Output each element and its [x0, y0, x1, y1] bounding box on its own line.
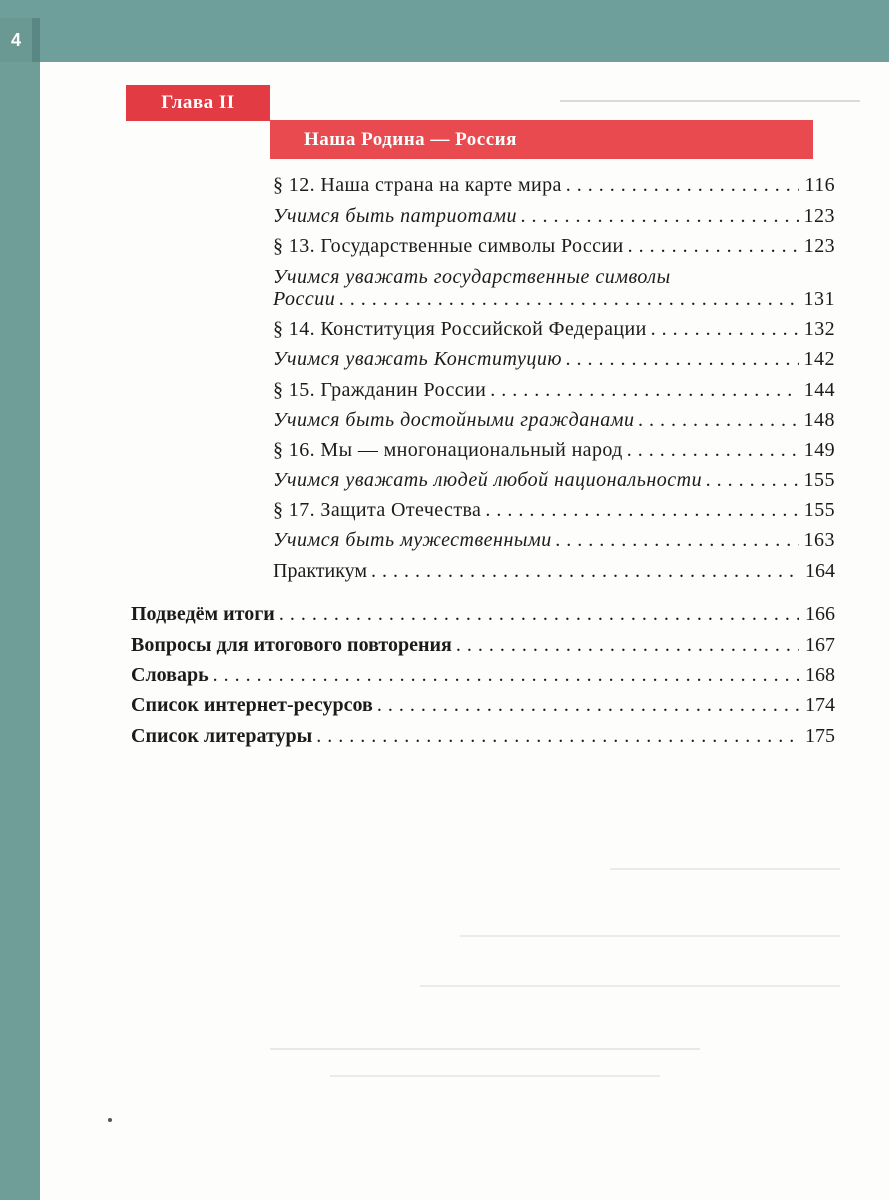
toc-entry-title: Вопросы для итогового повторения: [131, 634, 452, 656]
toc-entry[interactable]: [273, 318, 835, 341]
toc-entry[interactable]: [273, 469, 835, 492]
toc-entry-title: Список интернет-ресурсов: [131, 694, 373, 716]
toc-entry-page: 131: [803, 288, 835, 310]
toc-entry[interactable]: [273, 348, 835, 371]
toc-entry-title-line1: Учимся уважать государственные символы: [273, 266, 671, 288]
leader-dots: [456, 634, 799, 657]
toc-entry[interactable]: [131, 603, 835, 626]
toc-entry-title: § 14. Конституция Российской Федерации: [273, 318, 647, 340]
page-number: 4: [0, 18, 32, 62]
toc-entry[interactable]: [131, 725, 835, 748]
toc-entry-title: Учимся быть достойными гражданами: [273, 409, 635, 431]
leader-dots: [377, 694, 799, 717]
toc-entry-page: 123: [803, 205, 835, 227]
toc-entry-title: России: [273, 288, 336, 310]
toc-entry-title: § 15. Гражданин России: [273, 379, 487, 401]
toc-entry-page: 132: [803, 318, 835, 340]
leader-dots: [566, 348, 799, 371]
toc-entry-page: 163: [803, 529, 835, 551]
toc-entry-page: 123: [803, 235, 835, 257]
leader-dots: [706, 469, 799, 492]
show-through-line: [610, 868, 840, 870]
toc-entry-page: 148: [803, 409, 835, 431]
chapter-label: Глава II: [126, 85, 270, 121]
toc-entry-title: Словарь: [131, 664, 209, 686]
toc-entry[interactable]: [273, 409, 835, 432]
toc-entry-page: 174: [805, 694, 835, 716]
toc-entry[interactable]: [131, 664, 835, 687]
leader-dots: [651, 318, 799, 341]
toc-entry[interactable]: [273, 205, 835, 228]
leader-dots: [316, 725, 799, 748]
toc-entry[interactable]: [273, 379, 835, 402]
toc-entry-page: 144: [803, 379, 835, 401]
toc-entry-title: Учимся быть патриотами: [273, 205, 517, 227]
leader-dots: [627, 439, 799, 462]
show-through-line: [560, 100, 860, 102]
toc-entry-title: § 16. Мы — многонациональный народ: [273, 439, 623, 461]
leader-dots: [556, 529, 799, 552]
toc-entry-title: Практикум: [273, 560, 368, 582]
chapter-title: Наша Родина — Россия: [270, 120, 813, 159]
page-sheet: [40, 62, 889, 1200]
leader-dots: [521, 205, 799, 228]
show-through-line: [270, 1048, 700, 1050]
toc-entry-title: Учимся уважать людей любой национальности: [273, 469, 703, 491]
toc-entry-page: 155: [803, 469, 835, 491]
toc-entry-page: 142: [803, 348, 835, 370]
leader-dots: [485, 499, 799, 522]
toc-entry-title: Список литературы: [131, 725, 313, 747]
toc-entry[interactable]: [273, 235, 835, 258]
show-through-line: [330, 1075, 660, 1077]
toc-entry-title: § 17. Защита Отечества: [273, 499, 482, 521]
toc-entry-page: 167: [805, 634, 835, 656]
toc-entry-title: § 13. Государственные символы России: [273, 235, 624, 257]
toc-entry-title: Подведём итоги: [131, 603, 275, 625]
leader-dots: [638, 409, 799, 432]
toc-entry[interactable]: [131, 634, 835, 657]
toc-entry-title: § 12. Наша страна на карте мира: [273, 174, 562, 196]
toc-entry[interactable]: [273, 174, 835, 197]
toc-entry-page: 168: [805, 664, 835, 686]
toc-entry-page: 175: [805, 725, 835, 747]
toc-entry-title: Учимся уважать Конституцию: [273, 348, 562, 370]
leader-dots: [628, 235, 799, 258]
leader-dots: [279, 603, 799, 626]
toc-entry-page: 149: [803, 439, 835, 461]
toc-entry-page: 155: [803, 499, 835, 521]
toc-entry[interactable]: [273, 288, 835, 311]
ink-dot: [108, 1118, 112, 1122]
toc-entry[interactable]: [273, 439, 835, 462]
toc-entry-page: 166: [805, 603, 835, 625]
leader-dots: [339, 288, 799, 311]
toc-entry-page: 164: [805, 560, 835, 582]
toc-entry[interactable]: [131, 694, 835, 717]
toc-entry-title: Учимся быть мужественными: [273, 529, 552, 551]
toc-entry[interactable]: [273, 499, 835, 522]
page-number-strip: [32, 18, 40, 62]
toc-entry-page: 116: [804, 174, 835, 196]
toc-entry[interactable]: [273, 560, 835, 583]
page-header-band: [0, 0, 889, 62]
leader-dots: [213, 664, 799, 687]
leader-dots: [371, 560, 799, 583]
show-through-line: [460, 935, 840, 937]
show-through-line: [420, 985, 840, 987]
leader-dots: [566, 174, 799, 197]
leader-dots: [490, 379, 799, 402]
toc-entry[interactable]: [273, 529, 835, 552]
